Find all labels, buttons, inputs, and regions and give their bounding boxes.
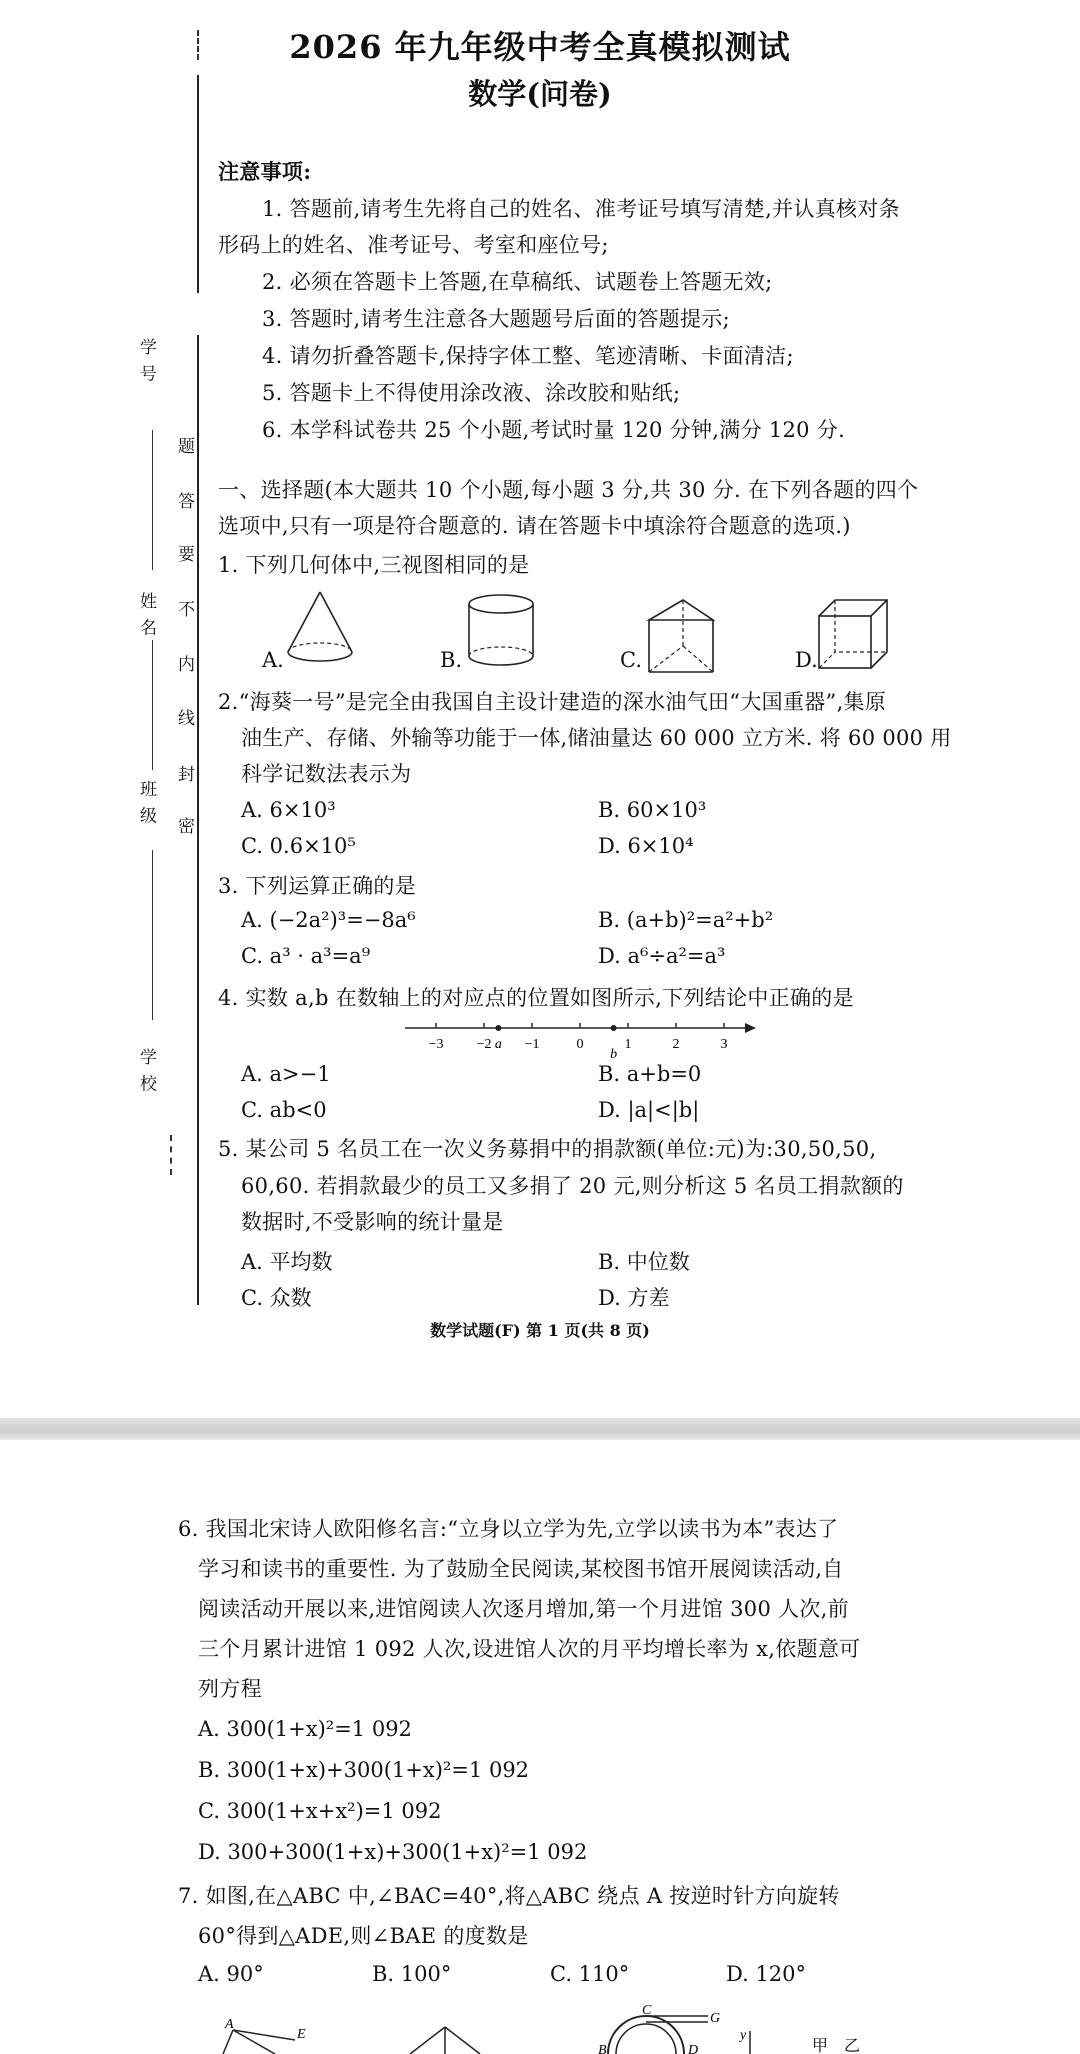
question-6-line-4: 三个月累计进馆 1 092 人次,设进馆人次的月平均增长率为 x,依题意可 (198, 1637, 861, 1661)
section-1-line-2: 选项中,只有一项是符合题意的. 请在答题卡中填涂符合题意的选项.) (218, 514, 851, 538)
q7-option-d: D. 120° (726, 1962, 807, 1986)
question-2-line-1: 2.“海葵一号”是完全由我国自主设计建造的深水油气田“大国重器”,集原 (218, 690, 887, 714)
point-a-label: a (494, 1037, 502, 1052)
notice-item-6: 6. 本学科试卷共 25 个小题,考试时量 120 分钟,满分 120 分. (262, 418, 846, 442)
q1-option-b-label: B. (440, 648, 463, 672)
triangle-figure (400, 2025, 490, 2054)
triangular-prism-icon (645, 596, 725, 686)
q4-option-a: A. a>−1 (241, 1062, 331, 1086)
number-line-arrow (745, 1023, 756, 1033)
cube-icon (815, 596, 895, 686)
q5-option-b: B. 中位数 (598, 1250, 690, 1274)
seal-char-2: 答 (178, 492, 195, 512)
school-label: 学 校 (136, 1048, 156, 1094)
page-subtitle: 数学(问卷) (468, 77, 612, 111)
binding-line-top (197, 75, 199, 293)
figure-label-c: C (642, 2003, 652, 2018)
question-6-line-1: 6. 我国北宋诗人欧阳修名言:“立身以立学为先,立学以读书为本”表达了 (178, 1517, 839, 1541)
figure-label-a: A (225, 2017, 234, 2032)
q4-option-b: B. a+b=0 (598, 1062, 702, 1086)
page-separator (0, 1418, 1080, 1440)
section-1-line-1: 一、选择题(本大题共 10 个小题,每小题 3 分,共 30 分. 在下列各题的四个 (218, 478, 919, 502)
q2-option-d: D. 6×10⁴ (598, 834, 694, 858)
q6-option-c: C. 300(1+x+x²)=1 092 (198, 1799, 442, 1823)
seal-char-1: 题 (178, 437, 195, 457)
q5-option-c: C. 众数 (241, 1286, 312, 1310)
figure-label-d: D (688, 2043, 699, 2054)
question-5-line-2: 60,60. 若捐款最少的员工又多捐了 20 元,则分析这 5 名员工捐款额的 (241, 1174, 904, 1198)
number-line (405, 1023, 756, 1062)
seal-char-6: 线 (178, 709, 195, 729)
q1-option-d-label: D. (795, 648, 818, 672)
q5-option-d: D. 方差 (598, 1286, 670, 1310)
q3-option-b: B. (a+b)²=a²+b² (598, 908, 774, 932)
question-5-line-3: 数据时,不受影响的统计量是 (241, 1210, 504, 1234)
number-line-tick-label: −3 (428, 1037, 444, 1052)
number-line-tick-label: 0 (576, 1037, 584, 1052)
page-title: 2026 年九年级中考全真模拟测试 (289, 28, 791, 66)
question-1-stem: 1. 下列几何体中,三视图相同的是 (218, 553, 530, 577)
point-b (611, 1025, 617, 1031)
number-line-tick-label: 1 (624, 1037, 632, 1052)
class-blank[interactable] (152, 850, 153, 1020)
question-4-stem: 4. 实数 a,b 在数轴上的对应点的位置如图所示,下列结论中正确的是 (218, 986, 854, 1010)
name-blank[interactable] (152, 640, 153, 770)
q3-option-c: C. a³ · a³=a⁹ (241, 944, 371, 968)
q7-option-b: B. 100° (372, 1962, 452, 1986)
seal-char-8: 密 (178, 817, 195, 837)
notice-item-2: 2. 必须在答题卡上答题,在草稿纸、试题卷上答题无效; (262, 270, 773, 294)
q7-option-a: A. 90° (198, 1962, 264, 1986)
class-label: 班 级 (136, 780, 156, 826)
question-5-line-1: 5. 某公司 5 名员工在一次义务募捐中的捐款额(单位:元)为:30,50,50, (218, 1137, 877, 1161)
question-2-line-3: 科学记数法表示为 (241, 762, 412, 786)
q6-option-b: B. 300(1+x)+300(1+x)²=1 092 (198, 1758, 530, 1782)
page-footer: 数学试题(F) 第 1 页(共 8 页) (430, 1321, 650, 1340)
q1-option-c-label: C. (620, 648, 642, 672)
question-7-line-2: 60°得到△ADE,则∠BAE 的度数是 (198, 1924, 529, 1948)
notice-item-3: 3. 答题时,请考生注意各大题题号后面的答题提示; (262, 307, 730, 331)
rotation-figure (215, 2017, 315, 2054)
seal-char-5: 内 (178, 655, 195, 675)
q4-option-d: D. |a|<|b| (598, 1098, 700, 1122)
figure-label-yi: 乙 (844, 2038, 861, 2054)
seal-char-7: 封 (178, 765, 195, 785)
question-3-stem: 3. 下列运算正确的是 (218, 874, 417, 898)
binding-line-main (197, 335, 199, 1305)
q5-option-a: A. 平均数 (241, 1250, 333, 1274)
q6-option-d: D. 300+300(1+x)+300(1+x)²=1 092 (198, 1840, 588, 1864)
point-b-label: b (610, 1047, 618, 1062)
student-id-label: 学 号 (136, 338, 156, 384)
section-1-heading (218, 476, 918, 504)
figure-label-g: G (710, 2011, 721, 2026)
seal-char-3: 要 (178, 545, 195, 565)
point-a (495, 1025, 501, 1031)
name-label: 姓 名 (136, 592, 156, 638)
q2-option-a: A. 6×10³ (241, 798, 336, 822)
figure-label-jia: 甲 (812, 2038, 829, 2054)
q1-option-a-label: A. (262, 648, 284, 672)
notice-item-1: 1. 答题前,请考生先将自己的姓名、准考证号填写清楚,并认真核对条 (262, 197, 900, 221)
semicircle-figure (598, 2003, 758, 2054)
question-6-line-5: 列方程 (198, 1677, 262, 1701)
figure-label-e: E (297, 2027, 306, 2042)
cylinder-icon (465, 592, 545, 682)
notice-item-1-cont: 形码上的姓名、准考证号、考室和座位号; (218, 233, 609, 257)
q4-option-c: C. ab<0 (241, 1098, 327, 1122)
q7-option-c: C. 110° (550, 1962, 630, 1986)
figure-label-b: B (598, 2043, 607, 2054)
question-6-line-3: 阅读活动开展以来,进馆阅读人次逐月增加,第一个月进馆 300 人次,前 (198, 1597, 849, 1621)
q2-option-c: C. 0.6×10⁵ (241, 834, 356, 858)
number-line-tick-label: −2 (476, 1037, 492, 1052)
question-2-line-2: 油生产、存储、外输等功能于一体,储油量达 60 000 立方米. 将 60 000 用 (241, 726, 952, 750)
q3-option-a: A. (−2a²)³=−8a⁶ (241, 908, 416, 932)
q3-option-d: D. a⁶÷a²=a³ (598, 944, 726, 968)
figure-label-y: y (740, 2028, 747, 2043)
q6-option-a: A. 300(1+x)²=1 092 (198, 1717, 412, 1741)
number-line-tick-label: −1 (524, 1037, 540, 1052)
exam-page-2 (0, 1440, 1080, 2054)
number-line-figure (400, 1018, 760, 1062)
notice-item-4: 4. 请勿折叠答题卡,保持字体工整、笔迹清晰、卡面清洁; (262, 344, 794, 368)
question-6-line-2: 学习和读书的重要性. 为了鼓励全民阅读,某校图书馆开展阅读活动,自 (198, 1557, 844, 1581)
binding-dash-bottom (170, 1135, 172, 1175)
question-7-line-1: 7. 如图,在△ABC 中,∠BAC=40°,将△ABC 绕点 A 按逆时针方向旋转 (178, 1884, 840, 1908)
binding-dash-top (197, 30, 199, 60)
coordinate-figure (740, 2025, 880, 2054)
seal-char-4: 不 (178, 600, 195, 620)
notice-heading: 注意事项: (218, 159, 312, 184)
number-line-tick-label: 3 (720, 1037, 728, 1052)
notice-item-5: 5. 答题卡上不得使用涂改液、涂改胶和贴纸; (262, 381, 681, 405)
cone-icon (280, 588, 360, 678)
q2-option-b: B. 60×10³ (598, 798, 707, 822)
number-line-tick-label: 2 (672, 1037, 680, 1052)
student-id-blank[interactable] (152, 430, 153, 570)
